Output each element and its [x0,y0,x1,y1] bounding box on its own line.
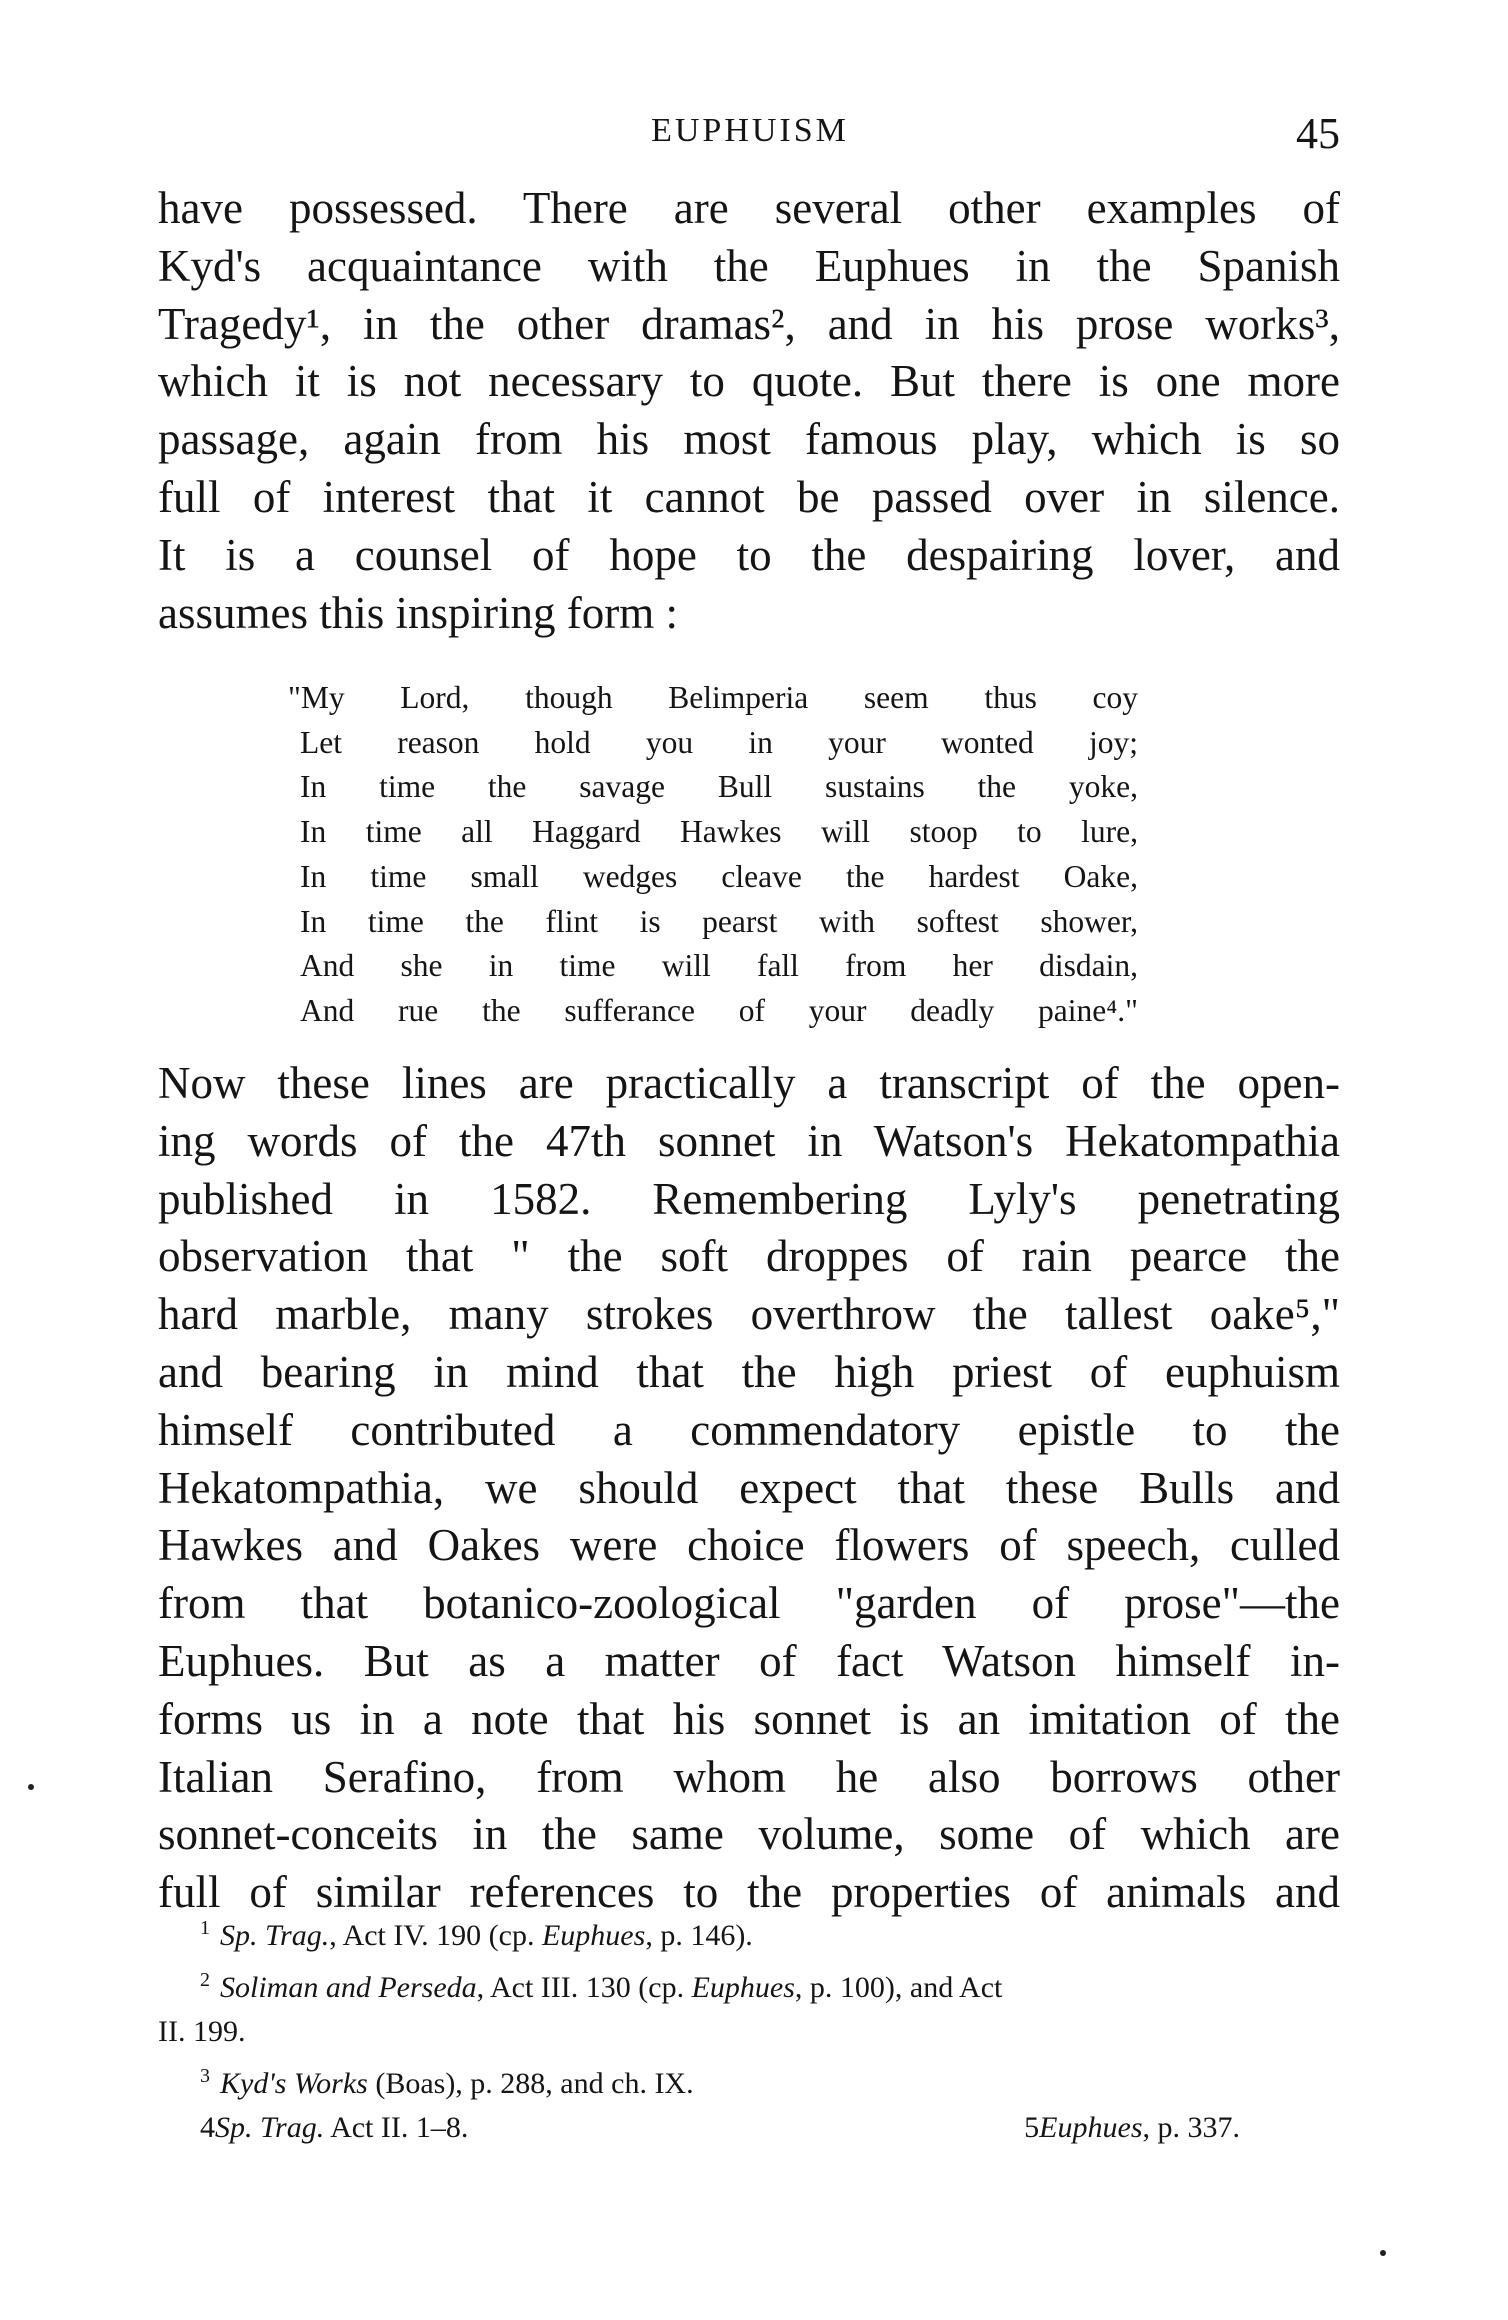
paragraph-1 [158,180,1340,642]
footnote-text: , p. 146). [645,1919,753,1952]
text-line: passage, again from his most famous play, which is so [158,414,1340,465]
footnote-3 [158,2054,1340,2106]
footnote-reference: Euphues [691,1971,795,2004]
footnote-reference: Sp. Trag. [220,1919,330,1952]
text-line: assumes this inspiring form : [158,587,678,638]
verse-line: In time small wedges cleave the hardest Oake, [300,858,1138,894]
footnote-reference: Sp. Trag. [215,2111,325,2144]
footnote-1 [158,1906,1340,1958]
text-line: Tragedy¹, in the other dramas², and in his prose works³, [158,298,1340,349]
text-line: Kyd's acquaintance with the Euphues in the Spanish [158,240,1340,291]
footnote-mark: 3 [200,2065,210,2087]
text-line: published in 1582. Remembering Lyly's penetrating [158,1173,1340,1224]
text-line: Euphues. But as a matter of fact Watson himself in- [158,1635,1340,1686]
text-line: Now these lines are practically a transcript of the open- [158,1058,1340,1108]
footnotes-4-5 [158,2106,1340,2150]
text-line: Hawkes and Oakes were choice flowers of speech, culled [158,1520,1340,1571]
footnote-reference: Kyd's Works [220,2067,368,2100]
footnote-5 [1024,2106,1240,2150]
verse-line: In time all Haggard Hawkes will stoop to lure, [300,814,1138,850]
footnote-mark: 5 [1024,2111,1040,2144]
text-line: sonnet-conceits in the same volume, some of which are [158,1809,1340,1860]
footnote-text: (Boas), p. 288, and ch. IX. [367,2067,694,2100]
verse-line: "My Lord, though Belimperia seem thus coy [288,680,1138,715]
text-line: forms us in a note that his sonnet is an imitation of the [158,1693,1340,1744]
page-number: 45 [1296,109,1340,158]
running-header [160,98,1340,178]
paragraph-2 [158,1055,1340,1922]
verse-line: And she in time will fall from her disdain, [300,948,1138,984]
footnote-reference: Soliman and Perseda [220,1971,477,2004]
verse-line: And rue the sufferance of your deadly paine⁴." [300,992,1138,1028]
footnote-2-continuation: II. 199. [158,2015,246,2048]
footnotes [158,1906,1340,2150]
text-line: hard marble, many strokes overthrow the tallest oake⁵," [158,1289,1340,1340]
scan-speck [28,1784,34,1790]
text-line: observation that " the soft droppes of rain pearce the [158,1231,1340,1282]
footnote-reference: Euphues [541,1919,646,1952]
text-line: have possessed. There are several other examples of [158,183,1340,233]
verse-quotation [288,676,1138,1034]
footnote-mark: 2 [200,1969,210,1991]
footnote-mark: 1 [200,1917,210,1939]
running-title: EUPHUISM [651,112,849,149]
text-line: which it is not necessary to quote. But there is one more [158,356,1340,407]
text-line: It is a counsel of hope to the despairing lover, and [158,529,1340,580]
footnote-text: , Act III. 130 (cp. [476,1971,692,2004]
scan-speck [1380,2250,1386,2256]
text-line: full of interest that it cannot be passed over in silence. [158,471,1340,522]
text-line: ing words of the 47th sonnet in Watson's Hekatompathia [158,1115,1340,1166]
text-line: and bearing in mind that the high priest of euphuism [158,1346,1340,1397]
footnote-text: , p. 100), and Act [794,1971,1003,2004]
footnote-text: , Act IV. 190 (cp. [329,1919,542,1952]
verse-line: In time the flint is pearst with softest shower, [300,903,1138,939]
text-line: himself contributed a commendatory epistle to the [158,1404,1340,1455]
footnote-mark: 4 [200,2111,215,2144]
footnote-text: , p. 337. [1142,2111,1240,2144]
verse-line: In time the savage Bull sustains the yoke, [300,769,1138,805]
footnote-4 [200,2106,468,2150]
footnote-2 [158,1958,1340,2010]
text-line: from that botanico-zoological "garden of prose"—the [158,1578,1340,1629]
text-line: Hekatompathia, we should expect that these Bulls and [158,1462,1340,1513]
text-line: Italian Serafino, from whom he also borrows other [158,1751,1340,1802]
footnote-text: Act II. 1–8. [324,2111,469,2144]
footnote-reference: Euphues [1039,2111,1143,2144]
text-line: full of similar references to the properties of animals and [158,1867,1340,1918]
verse-line: Let reason hold you in your wonted joy; [300,724,1138,760]
